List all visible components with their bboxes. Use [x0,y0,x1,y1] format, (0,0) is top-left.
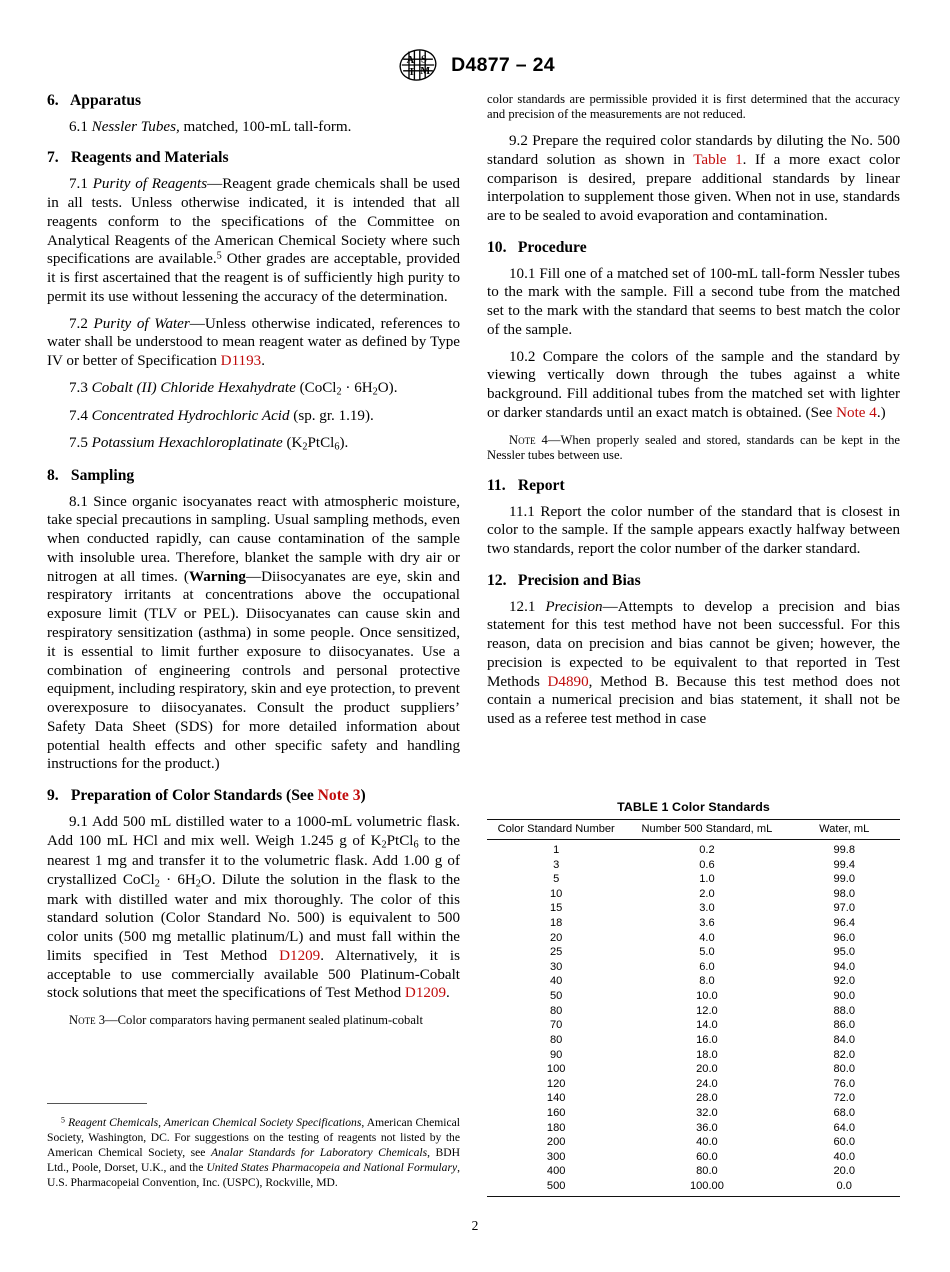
table-body [487,840,900,1197]
cell-number-500-standard: 1.0 [699,873,715,886]
note-number: 4 [535,432,548,447]
section-number: 11. [487,476,506,494]
cell-water: 92.0 [833,975,856,988]
table-row [487,1033,900,1048]
table-footer-rule [487,1197,900,1198]
footnote-divider [47,1103,147,1104]
cell-number-500-standard: 80.0 [696,1165,718,1178]
section-heading-precision-bias [487,572,900,591]
table-footer-row [487,1197,900,1198]
cell-color-standard-number: 500 [546,1180,566,1193]
table-row [487,901,900,916]
footnote-italic-3: United States Pharmacopeia and National Formulary [206,1161,458,1175]
cell-number-500-standard: 4.0 [699,931,715,944]
cell-color-standard-number: 15 [550,902,563,915]
section-title: Precision and Bias [517,571,641,589]
cell-water: 98.0 [833,887,856,900]
column-header-color-standard-number: Color Standard Number [487,820,625,840]
cell-number-500-standard: 8.0 [699,975,715,988]
warning-text: —Diisocyanates are eye, skin and respiratory irritants at concentrations above the occupational exposure limit (TLV or PEL). Diisocyanates can cause skin and respiratory sensitization (asthma) in some people. Once sensitized, it is essential to limit further exposure to diisocyanates. Use a combination of engineering controls and personal protective equipment, including respiratory, skin and eye protection, to prevent overexposure to diisocyanates. Consult the product suppliers’ Safety Data Sheet (SDS) for more detailed information about potential health effects and other specific safety and handling instructions for the product.) [47,568,460,773]
table-row [487,872,900,887]
page-header [0,44,950,86]
footnote-text-1: , American Chemical Society, Washington, DC. For suggestions on the testing of reagents not listed by the American Chemical Society, see [47,1116,460,1160]
cell-color-standard-number: 180 [546,1121,566,1134]
note-3-continuation [487,92,900,123]
section-title: Preparation of Color Standards (See [70,787,318,805]
paragraph-text-b: , Method B. Because this test method does not contain a numerical precision and bias statement, it shall not be used as a referee test method in case [487,673,900,728]
cell-water: 40.0 [833,1150,856,1163]
table-row [487,1062,900,1077]
note-4 [487,433,900,464]
paragraph-text: matched, 100-mL tall-form. [179,118,352,135]
cell-number-500-standard: 3.0 [699,902,715,915]
paragraph-text-d: . Alternatively, it is acceptable to use commercially available 500 Platinum-Cobalt stock solutions that meet the specifications of Test Method [47,947,460,1002]
subscript: 2 [154,877,160,889]
footnote-5 [47,1115,460,1190]
page-number: 2 [471,1218,479,1233]
paragraph-number: 7.2 [69,315,88,332]
cell-water: 20.0 [833,1165,856,1178]
table-header-row [487,820,900,840]
note-label: Note [509,432,536,447]
cell-water: 99.0 [833,873,856,886]
table-row [487,887,900,902]
paragraph-7-2 [47,315,460,371]
cell-color-standard-number: 10 [550,887,563,900]
paragraph-number: 10.1 [509,265,536,282]
link-d1209-b[interactable]: D1209 [404,985,447,1002]
cell-color-standard-number: 120 [546,1077,566,1090]
paragraph-9-2 [487,132,900,226]
paragraph-number: 11.1 [509,503,535,520]
table-row [487,960,900,975]
section-heading-color-standards [47,787,460,806]
cell-water: 0.0 [836,1180,852,1193]
cell-water: 90.0 [833,990,856,1003]
formula-cocl2-inline: CoCl$_2$ · $6H_2O$ [122,871,212,889]
section-title: Sampling [70,466,135,484]
section-title-tail: ) [360,787,366,805]
cell-number-500-standard: 40.0 [696,1136,718,1149]
table-row [487,916,900,931]
paragraph-number: 9.1 [69,813,88,830]
cell-number-500-standard: 18.0 [696,1048,718,1061]
subscript: 2 [381,838,387,850]
note-text: —Color comparators having permanent sealed platinum-cobalt [105,1013,423,1028]
warning-label: Warning [188,568,246,585]
subscript: 6 [334,441,340,453]
cell-color-standard-number: 400 [546,1165,566,1178]
paragraph-number: 6.1 [69,118,88,135]
section-number: 9. [47,787,59,805]
svg-text:M: M [420,66,431,77]
cell-color-standard-number: 5 [553,873,560,886]
note-number: 3 [95,1013,106,1028]
cell-color-standard-number: 90 [550,1048,563,1061]
term-cobalt-chloride: Cobalt (II) Chloride Hexahydrate [91,380,296,396]
table-title: TABLE 1 Color Standards [617,800,770,814]
paragraph-text: Prepare the required color standards by diluting the No. 500 standard solution as shown in [487,132,901,168]
table-1-block [487,800,900,1197]
cell-water: 88.0 [833,1004,856,1017]
footnote-text-3: , U.S. Pharmacopeial Convention, Inc. (USPC), Rockville, MD. [47,1161,461,1190]
paragraph-text: —Attempts to develop a precision and bias statement for this test method have not been successful. For this reason, data on precision and bias cannot be given; however, the precision is expected to be equivalent to that reported in Test Methods [487,598,900,690]
cell-number-500-standard: 24.0 [696,1077,718,1090]
paragraph-9-1 [47,813,460,1003]
formula-k2ptcl6: $(K_2PtCl_6)$. [286,434,349,453]
cell-water: 72.0 [833,1092,856,1105]
svg-text:A: A [406,55,415,67]
paragraph-6-1 [47,118,460,137]
cell-water: 82.0 [833,1048,856,1061]
section-number: 12. [487,571,507,589]
paragraph-text-c: . Dilute the solution in the flask to the mark with distilled water and mix thoroughly. The color of this standard solution (Color Standard No. 500) is equivalent to 500 color units (500 mg metallic platinum/L) and must fall within the limits specified in Test Method [47,871,460,964]
paragraph-11-1 [487,503,900,559]
section-title: Apparatus [70,92,142,109]
paragraph-text: Since organic isocyanates react with atmospheric moisture, take special precautions in sampling. Usual sampling methods, even when conducted rapidly, can cause contamination of the sample with insoluble urea. Therefore, blanket the sample with dry air or nitrogen at all times. ( [47,493,460,585]
table-row [487,989,900,1004]
standard-designation: D4877 – 24 [451,53,555,76]
table-row [487,945,900,960]
section-heading-reagents [47,149,460,168]
paragraph-12-1 [487,598,900,729]
section-heading-sampling [47,467,460,486]
cell-color-standard-number: 70 [550,1019,563,1032]
paragraph-8-1 [47,493,460,775]
cell-water: 84.0 [833,1033,856,1046]
cell-number-500-standard: 14.0 [696,1019,718,1032]
column-header-water: Water, mL [788,820,900,840]
paragraph-text-b: .) [876,405,886,422]
footnote-text-2: , BDH Ltd., Poole, Dorset, U.K., and the [47,1146,461,1175]
section-number: 10. [487,238,507,256]
paragraph-text-b: to the nearest 1 mg and transfer it to the volumetric flask. Add 1.00 g of crystallized [47,832,460,888]
section-heading-procedure [487,239,900,258]
cell-water: 64.0 [833,1121,856,1134]
left-column [47,92,460,1029]
cell-water: 96.0 [833,931,856,944]
paragraph-text: Fill one of a matched set of 100-mL tall-form Nessler tubes to the mark with the sample. Fill a second tube from the matched set to the mark with the standard that seems to best match the color of the sample. [487,265,900,338]
cell-color-standard-number: 40 [550,975,563,988]
paragraph-text: Compare the colors of the sample and the standard by viewing vertically down through the tubes against a white background. Fill additional tubes from the matched set with lighter or darker standards until an exact match is obtained. (See [487,348,900,422]
cell-color-standard-number: 3 [553,858,560,871]
subscript: 2 [336,386,342,398]
footnote-number: 5 [61,1115,65,1125]
link-d4890[interactable]: D4890 [547,673,589,690]
table-row [487,1077,900,1092]
cell-color-standard-number: 160 [546,1106,566,1119]
footnote-italic-1: Reagent Chemicals, American Chemical Society Specifications [68,1116,362,1129]
cell-number-500-standard: 0.2 [699,844,715,856]
paragraph-7-4 [47,407,460,426]
cell-number-500-standard: 12.0 [696,1004,718,1017]
section-heading-apparatus [47,92,460,111]
cell-number-500-standard: 3.6 [699,917,715,930]
cell-water: 80.0 [833,1063,856,1076]
cell-color-standard-number: 20 [550,931,563,944]
cell-water: 96.4 [833,917,856,930]
section-heading-report [487,477,900,496]
cell-number-500-standard: 32.0 [696,1106,718,1119]
paragraph-text: (sp. gr. 1.19). [289,408,374,425]
svg-text:S: S [421,54,427,66]
table-row [487,974,900,989]
cell-number-500-standard: 0.6 [699,858,715,871]
paragraph-number: 9.2 [509,132,528,149]
cell-water: 86.0 [833,1019,856,1032]
cell-number-500-standard: 2.0 [699,887,715,900]
cell-water: 95.0 [833,946,856,959]
paragraph-text: Report the color number of the standard that is closest in color to the sample. If the sample appears exactly halfway between two standards, report the color number of the darker standard. [487,503,900,558]
formula-k2ptcl6-inline: $K_2PtCl_6$ [370,832,419,850]
section-number: 8. [47,466,59,484]
note-3 [47,1013,460,1028]
paragraph-number: 12.1 [509,598,536,615]
paragraph-text-tail: . [261,353,265,370]
link-note-3[interactable]: Note 3 [317,787,361,805]
table-row [487,931,900,946]
paragraph-text-e: . [446,985,450,1002]
cell-color-standard-number: 25 [550,946,563,959]
table-row [487,1106,900,1121]
paragraph-7-3 [47,379,460,399]
cell-color-standard-number: 30 [550,960,563,973]
paragraph-number: 10.2 [509,348,536,365]
subscript: 2 [302,441,308,453]
link-table-1[interactable]: Table 1 [693,151,743,168]
footnote-marker-5[interactable]: 5 [216,250,222,262]
table-row [487,1004,900,1019]
term-purity-of-water: Purity of Water [93,315,190,332]
footnote-italic-2: Analar Standards for Laboratory Chemicals [210,1146,428,1160]
table-header [487,820,900,840]
table-row [487,1047,900,1062]
paragraph-number: 7.3 [69,380,88,396]
paragraph-text-cont: Other grades are acceptable, provided it is first ascertained that the reagent is of sufficiently high purity to permit its use without lessening the accuracy of the determination. [47,251,461,305]
cell-color-standard-number: 140 [546,1092,566,1105]
paragraph-text: —Reagent grade chemicals shall be used in all tests. Unless otherwise indicated, it is intended that all reagents conform to the specifications of the Committee on Analytical Reagents of the American Chemical Society where such specifications are available. [47,176,460,268]
note-text: —When properly sealed and stored, standards can be kept in the Nessler tubes between use. [487,432,900,463]
column-header-number-500-standard: Number 500 Standard, mL [625,820,788,840]
cell-color-standard-number: 300 [546,1150,566,1163]
svg-text:T: T [408,66,416,78]
cell-number-500-standard: 36.0 [696,1121,718,1134]
note-3-cont-text: color standards are permissible provided it is first determined that the accuracy and precision of the measurements are not reduced. [487,92,900,122]
term-precision: Precision [545,598,603,615]
cell-color-standard-number: 200 [546,1136,566,1149]
cell-color-standard-number: 100 [546,1063,566,1076]
paragraph-10-2 [487,348,900,423]
astm-logo-icon [395,47,441,83]
table-row [487,1091,900,1106]
cell-color-standard-number: 1 [553,844,560,856]
note-label: Note [69,1013,96,1028]
section-number: 7. [47,149,59,167]
paragraph-text-b: . If a more exact color comparison is desired, prepare additional standards by linear interpolation to supplement those given. When not in use, standards are to be sealed to avoid evaporation and contamination. [487,151,901,225]
term-potassium-hexachloroplatinate: Potassium Hexachloroplatinate [91,434,283,451]
link-d1193[interactable]: D1193 [220,353,262,370]
subscript: 6 [413,838,419,850]
subscript: 2 [195,877,201,889]
table-row [487,1179,900,1197]
right-column [487,92,900,730]
cell-number-500-standard: 5.0 [699,946,715,959]
table-row [487,1164,900,1179]
term-hydrochloric-acid: Concentrated Hydrochloric Acid [91,408,290,425]
paragraph-number: 8.1 [69,493,88,510]
cell-water: 94.0 [833,960,856,973]
paragraph-number: 7.5 [69,434,88,451]
cell-number-500-standard: 16.0 [696,1033,718,1046]
cell-color-standard-number: 80 [550,1004,563,1017]
term-purity-of-reagents: Purity of Reagents [92,176,208,193]
paragraph-7-1 [47,175,460,306]
section-title: Report [517,476,565,494]
table-row [487,840,900,858]
paragraph-text: Add 500 mL distilled water to a 1000-mL volumetric flask. Add 100 mL HCl and mix well. Weigh 1.245 g of [47,813,460,849]
cell-water: 60.0 [833,1136,856,1149]
cell-water: 68.0 [833,1106,856,1119]
cell-water: 99.4 [833,858,856,871]
cell-water: 76.0 [833,1077,856,1090]
section-title: Reagents and Materials [70,149,229,167]
paragraph-10-1 [487,265,900,340]
color-standards-table [487,819,900,1197]
paragraph-7-5 [47,434,460,454]
cell-water: 97.0 [833,902,856,915]
cell-number-500-standard: 100.00 [689,1180,724,1193]
paragraph-number: 7.1 [69,176,88,193]
paragraph-number: 7.4 [69,408,88,425]
cell-color-standard-number: 80 [550,1033,563,1046]
cell-color-standard-number: 18 [550,917,563,930]
subscript: 2 [372,386,378,398]
section-number: 6. [47,92,59,109]
cell-number-500-standard: 10.0 [696,990,718,1003]
link-d1209-a[interactable]: D1209 [279,947,321,964]
cell-number-500-standard: 28.0 [696,1092,718,1105]
formula-cocl2: (CoCl$_2$ · $6H_2O$). [299,380,398,398]
footnote-block [47,1103,460,1190]
cell-water: 99.8 [833,844,856,856]
table-row [487,1120,900,1135]
table-row [487,1018,900,1033]
table-row [487,1150,900,1165]
table-bottom-border [487,1197,900,1198]
cell-color-standard-number: 50 [550,990,563,1003]
table-row [487,1135,900,1150]
section-title: Procedure [517,238,587,256]
paragraph-text: —Unless otherwise indicated, references to water shall be understood to mean reagent water as defined by Type IV or better of Specification [47,315,460,370]
link-note-4[interactable]: Note 4 [836,405,877,422]
cell-number-500-standard: 20.0 [696,1063,718,1076]
cell-number-500-standard: 6.0 [699,960,715,973]
term-nessler-tubes: Nessler Tubes, [91,118,180,135]
table-row [487,858,900,873]
cell-number-500-standard: 60.0 [696,1150,718,1163]
